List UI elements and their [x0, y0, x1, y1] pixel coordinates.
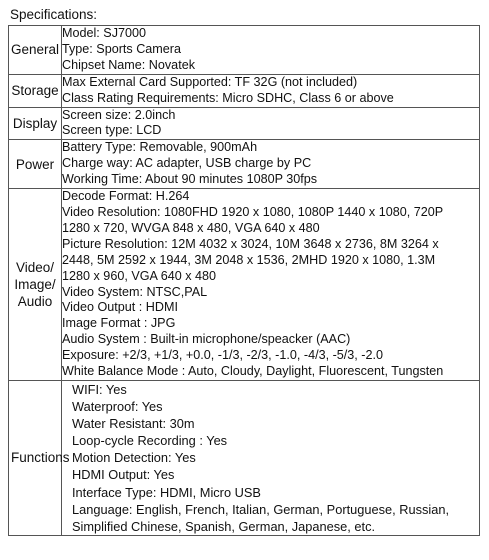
spec-row-general: [9, 26, 480, 75]
details-video-image-audio: [62, 189, 480, 381]
spec-line: Battery Type: Removable, 900mAh: [62, 140, 258, 155]
spec-line: 1280 x 960, VGA 640 x 480: [62, 268, 217, 283]
spec-line: Water Resistant: 30m: [72, 416, 195, 432]
category-video-image-audio: [9, 189, 62, 381]
spec-line: Language: English, French, Italian, German, Portuguese, Russian,: [72, 501, 450, 517]
category-storage: Storage: [9, 74, 62, 107]
details-storage: [62, 74, 480, 107]
spec-row-display: [9, 107, 480, 140]
category-line: Video/: [15, 260, 55, 275]
spec-line: Picture Resolution: 12M 4032 x 3024, 10M 3648 x 2736, 8M 3264 x: [62, 236, 439, 251]
spec-row-storage: [9, 74, 480, 107]
spec-line: Audio System : Built-in microphone/speacker (AAC): [62, 332, 351, 347]
spec-line: Simplified Chinese, Spanish, German, Japanese, etc.: [72, 518, 376, 534]
specifications-table: [8, 25, 480, 536]
spec-row-functions: [9, 380, 480, 535]
details-functions: [62, 380, 480, 535]
spec-line: Waterproof: Yes: [72, 399, 163, 415]
spec-line: Screen size: 2.0inch: [62, 107, 176, 122]
details-general: [62, 26, 480, 75]
spec-line: Video System: NTSC,PAL: [62, 284, 208, 299]
spec-line: Video Output : HDMI: [62, 300, 178, 315]
spec-line: Class Rating Requirements: Micro SDHC, Class 6 or above: [62, 90, 394, 105]
specifications-heading: Specifications:: [10, 7, 98, 22]
spec-row-video-image-audio: [9, 189, 480, 381]
spec-line: Chipset Name: Novatek: [62, 57, 195, 72]
spec-line: HDMI Output: Yes: [72, 467, 175, 483]
spec-line: Video Resolution: 1080FHD 1920 x 1080, 1080P 1440 x 1080, 720P: [62, 204, 444, 219]
spec-line: Motion Detection: Yes: [72, 450, 196, 466]
spec-line: Max External Card Supported: TF 32G (not included): [62, 74, 358, 89]
category-line: Image/: [14, 277, 56, 292]
category-line: Audio: [17, 294, 53, 309]
spec-line: Charge way: AC adapter, USB charge by PC: [62, 156, 312, 171]
category-functions: Functions: [9, 380, 62, 535]
spec-line: Screen type: LCD: [62, 123, 162, 138]
category-power: Power: [9, 140, 62, 189]
spec-line: Exposure: +2/3, +1/3, +0.0, -1/3, -2/3, -1.0, -4/3, -5/3, -2.0: [62, 348, 383, 363]
spec-line: 1280 x 720, WVGA 848 x 480, VGA 640 x 480: [62, 220, 320, 235]
spec-line: WIFI: Yes: [72, 381, 127, 397]
spec-line: Interface Type: HDMI, Micro USB: [72, 484, 261, 500]
category-general: General: [9, 26, 62, 75]
spec-line: Decode Format: H.264: [62, 189, 190, 204]
spec-line: Model: SJ7000: [62, 26, 147, 40]
spec-line: White Balance Mode : Auto, Cloudy, Daylight, Fluorescent, Tungsten: [62, 364, 444, 379]
spec-line: Loop-cycle Recording : Yes: [72, 433, 228, 449]
details-power: [62, 140, 480, 189]
spec-row-power: [9, 140, 480, 189]
spec-line: 2448, 5M 2592 x 1944, 3M 2048 x 1536, 2MHD 1920 x 1080, 1.3M: [62, 252, 436, 267]
details-display: [62, 107, 480, 140]
spec-line: Image Format : JPG: [62, 316, 176, 331]
spec-line: Working Time: About 90 minutes 1080P 30fps: [62, 172, 318, 187]
spec-line: Type: Sports Camera: [62, 41, 181, 56]
category-display: Display: [9, 107, 62, 140]
